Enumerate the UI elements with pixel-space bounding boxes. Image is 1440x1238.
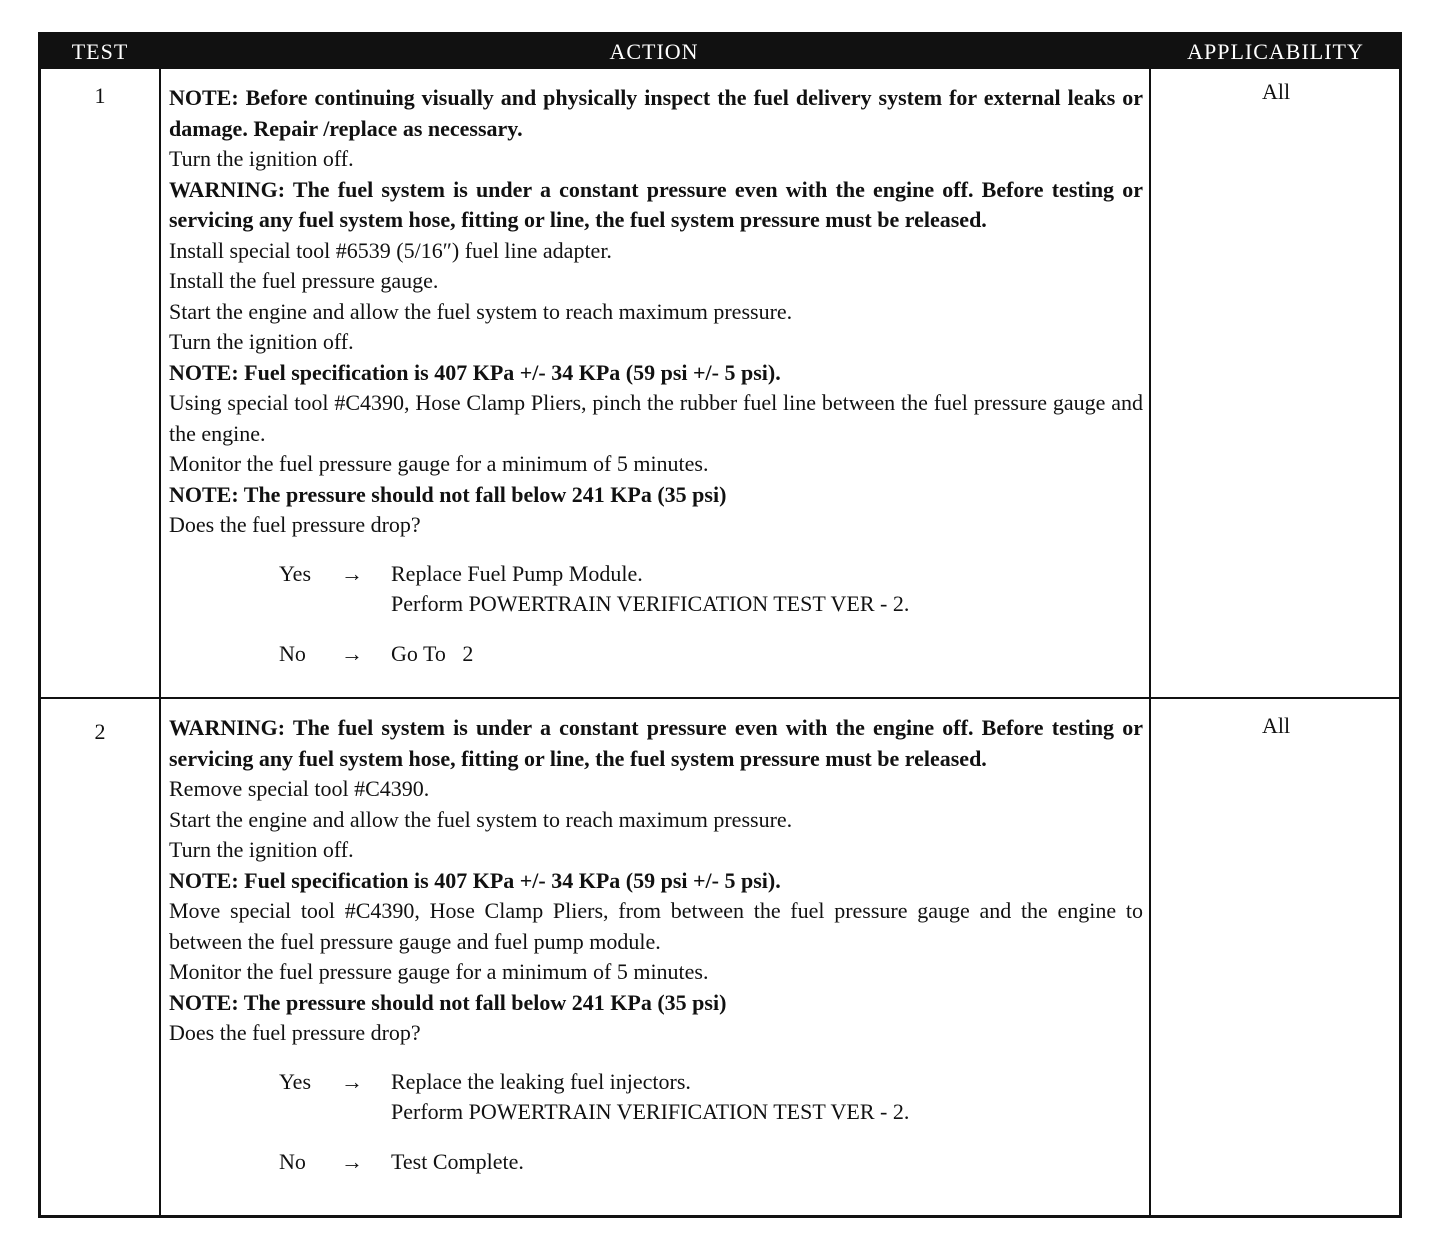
no-label: No — [279, 1148, 306, 1174]
column-divider — [159, 69, 161, 1215]
right-arrow-icon: → — [341, 640, 363, 666]
note-text: NOTE: Before continuing visually and physically inspect the fuel delivery system for external leaks or damage. Repair /replace as necessary. — [169, 85, 1143, 141]
yes-result: Replace Fuel Pump Module. — [391, 560, 643, 586]
test-number: 1 — [94, 83, 106, 108]
step-text: Start the engine and allow the fuel system to reach maximum pressure. — [169, 806, 793, 832]
warning-text: WARNING: The fuel system is under a constant pressure even with the engine off. Before testing or servicing any fuel system hose, fitting or line, the fuel system pressure must be released. — [169, 176, 1143, 232]
row-divider — [41, 697, 1399, 699]
step-text: Install the fuel pressure gauge. — [169, 268, 439, 293]
right-arrow-icon: → — [341, 1148, 363, 1174]
applicability-value: All — [1261, 79, 1291, 104]
note-text: NOTE: Fuel specification is 407 KPa +/- 34 KPa (59 psi +/- 5 psi). — [169, 359, 781, 385]
yes-result: Perform POWERTRAIN VERIFICATION TEST VER - 2. — [391, 590, 910, 616]
no-result: Test Complete. — [391, 1148, 524, 1174]
yes-result: Replace the leaking fuel injectors. — [391, 1068, 691, 1094]
question-text: Does the fuel pressure drop? — [169, 512, 421, 537]
step-text: Turn the ignition off. — [169, 146, 354, 171]
no-result: Go To 2 — [391, 640, 474, 666]
action-cell — [169, 713, 1143, 1177]
step-text: Turn the ignition off. — [169, 837, 354, 862]
step-text: Move special tool #C4390, Hose Clamp Pliers, from between the fuel pressure gauge and the engine to between the fuel pressure gauge and fuel pump module. — [169, 898, 1143, 954]
yes-result: Perform POWERTRAIN VERIFICATION TEST VER - 2. — [391, 1098, 910, 1124]
action-cell — [169, 83, 1143, 669]
step-text: Using special tool #C4390, Hose Clamp Pliers, pinch the rubber fuel line between the fuel pressure gauge and the engine. — [169, 390, 1143, 446]
no-label: No — [279, 640, 306, 666]
yes-label: Yes — [279, 560, 312, 586]
table-header — [41, 35, 1399, 69]
header-applicability: APPLICABILITY — [1187, 39, 1364, 64]
header-action: ACTION — [609, 39, 699, 64]
column-divider — [1149, 69, 1151, 1215]
yes-branch — [169, 1067, 1143, 1097]
right-arrow-icon: → — [341, 560, 363, 586]
yes-branch-continued — [169, 589, 1143, 619]
no-branch — [169, 639, 1143, 669]
step-text: Turn the ignition off. — [169, 329, 354, 354]
step-text: Start the engine and allow the fuel system to reach maximum pressure. — [169, 298, 793, 324]
note-text: NOTE: The pressure should not fall below 241 KPa (35 psi) — [169, 989, 727, 1015]
warning-text: WARNING: The fuel system is under a constant pressure even with the engine off. Before testing or servicing any fuel system hose, fitting or line, the fuel system pressure must be released. — [169, 715, 1143, 771]
yes-branch-continued — [169, 1097, 1143, 1127]
no-branch — [169, 1147, 1143, 1177]
step-text: Monitor the fuel pressure gauge for a minimum of 5 minutes. — [169, 451, 709, 476]
step-text: Monitor the fuel pressure gauge for a minimum of 5 minutes. — [169, 959, 709, 984]
step-text: Install special tool #6539 (5/16″) fuel line adapter. — [169, 237, 612, 263]
header-test: TEST — [71, 39, 129, 64]
yes-branch — [169, 559, 1143, 589]
step-text: Remove special tool #C4390. — [169, 776, 430, 801]
test-number: 2 — [94, 719, 106, 744]
applicability-value: All — [1261, 713, 1291, 738]
diagnostic-test-table — [38, 32, 1402, 1218]
right-arrow-icon: → — [341, 1068, 363, 1094]
note-text: NOTE: The pressure should not fall below 241 KPa (35 psi) — [169, 481, 727, 507]
yes-label: Yes — [279, 1068, 312, 1094]
note-text: NOTE: Fuel specification is 407 KPa +/- 34 KPa (59 psi +/- 5 psi). — [169, 867, 781, 893]
question-text: Does the fuel pressure drop? — [169, 1020, 421, 1045]
